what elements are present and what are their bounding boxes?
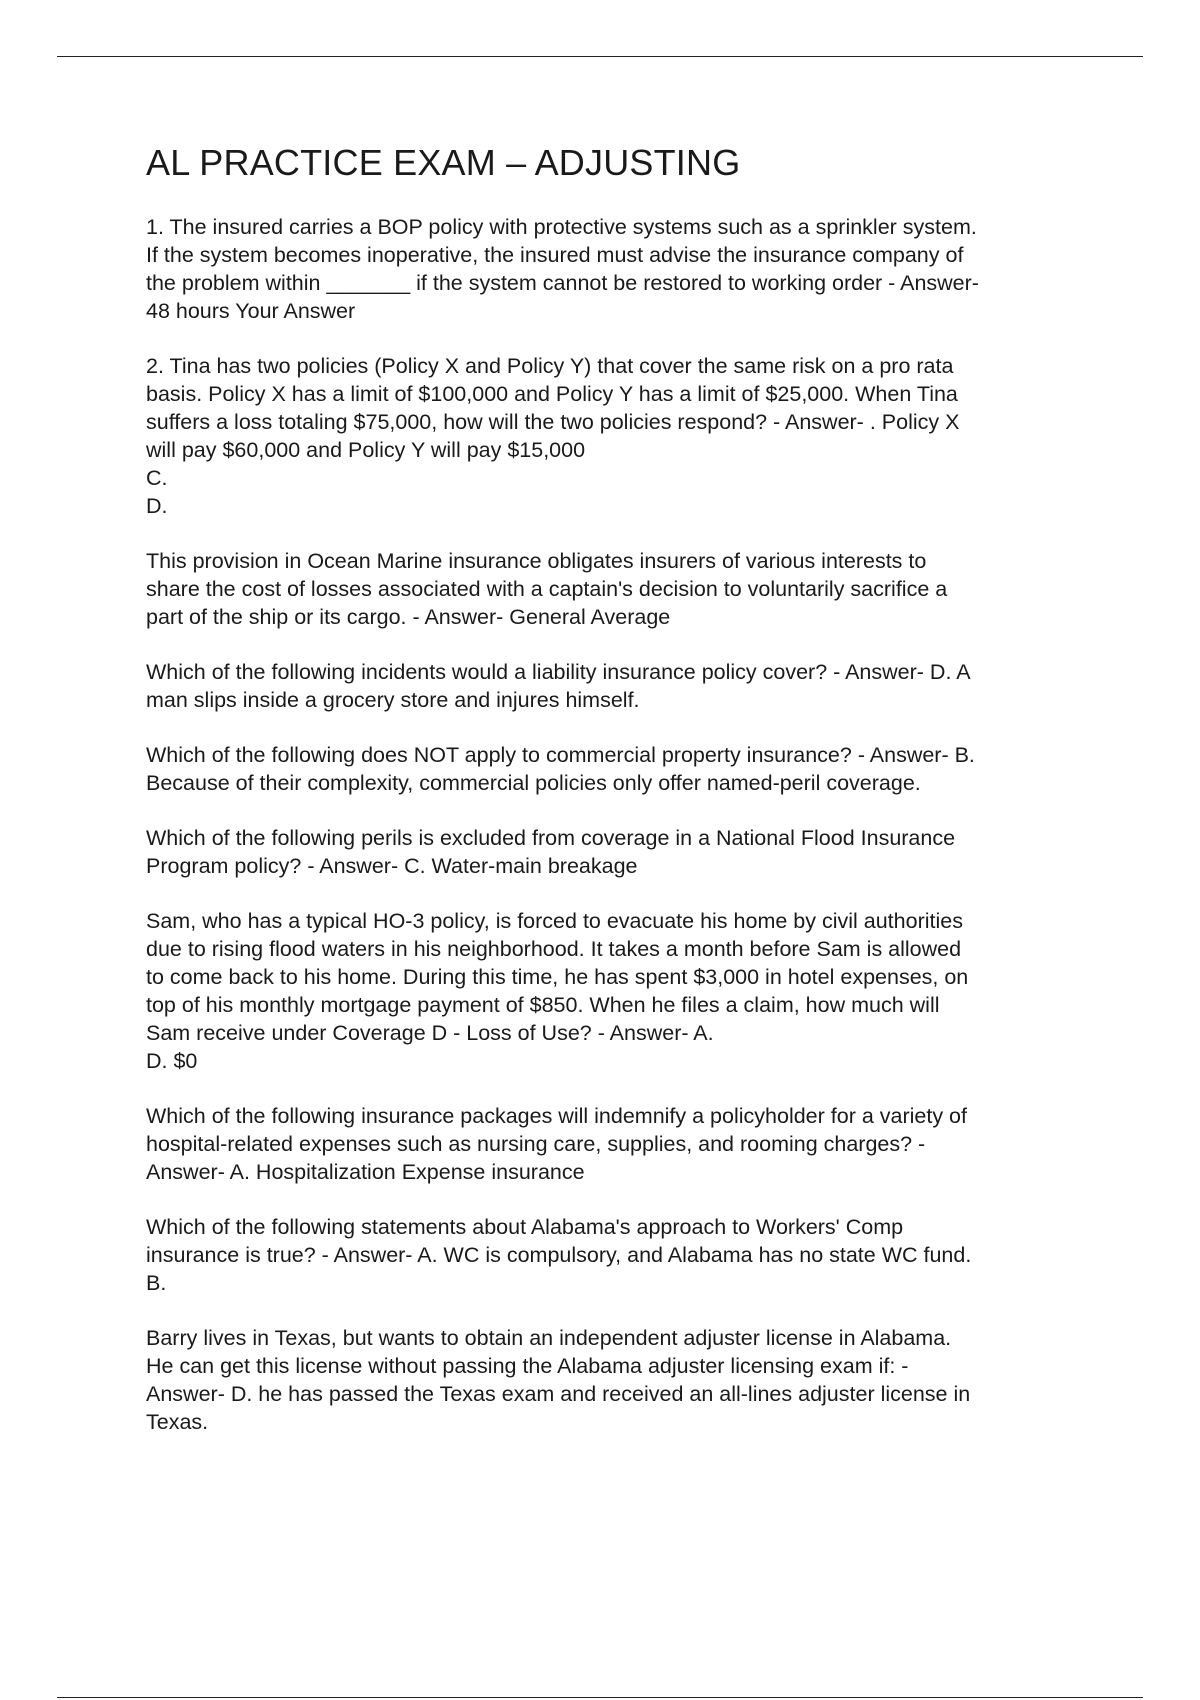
question-item [146,1102,1096,1186]
question-text-line: Which of the following does NOT apply to commercial property insurance? - Answer- B. [146,743,975,767]
question-text-line: Program policy? - Answer- C. Water-main breakage [146,854,638,878]
question-item [146,658,1096,714]
question-text-line: Texas. [146,1410,209,1434]
question-text-line: D. $0 [146,1049,198,1073]
top-divider [57,56,1143,57]
question-text-line: man slips inside a grocery store and injures himself. [146,688,640,712]
page-title: AL PRACTICE EXAM – ADJUSTING [146,142,741,183]
question-text-line: This provision in Ocean Marine insurance obligates insurers of various interests to [146,549,927,573]
question-text-line: suffers a loss totaling $75,000, how will the two policies respond? - Answer- . Policy X [146,410,960,434]
question-text-line: Which of the following incidents would a liability insurance policy cover? - Answer- D. A [146,660,971,684]
question-text-line: B. [146,1271,167,1295]
question-text-line: Sam receive under Coverage D - Loss of Use? - Answer- A. [146,1021,714,1045]
question-text-line: Answer- A. Hospitalization Expense insurance [146,1160,585,1184]
question-text-line: due to rising flood waters in his neighborhood. It takes a month before Sam is allowed [146,937,962,961]
question-item [146,824,1096,880]
question-item [146,352,1096,520]
question-text-line: share the cost of losses associated with a captain's decision to voluntarily sacrifice a [146,577,948,601]
question-text-line: will pay $60,000 and Policy Y will pay $15,000 [146,438,586,462]
question-text-line: part of the ship or its cargo. - Answer- General Average [146,605,671,629]
question-text-line: hospital-related expenses such as nursing care, supplies, and rooming charges? - [146,1132,926,1156]
question-text-line: the problem within _______ if the system cannot be restored to working order - Answer- [146,271,979,295]
question-text-line: 48 hours Your Answer [146,299,356,323]
question-text-line: Which of the following perils is excluded from coverage in a National Flood Insurance [146,826,956,850]
question-text-line: insurance is true? - Answer- A. WC is compulsory, and Alabama has no state WC fund. [146,1243,972,1267]
question-item [146,907,1096,1075]
question-text-line: Because of their complexity, commercial policies only offer named-peril coverage. [146,771,921,795]
bottom-divider [57,1697,1143,1698]
question-text-line: to come back to his home. During this time, he has spent $3,000 in hotel expenses, on [146,965,969,989]
question-text-line: 2. Tina has two policies (Policy X and Policy Y) that cover the same risk on a pro rata [146,354,954,378]
question-item [146,1213,1096,1297]
question-text-line: Sam, who has a typical HO-3 policy, is forced to evacuate his home by civil authorities [146,909,963,933]
question-text-line: D. [146,494,168,518]
question-text-line: 1. The insured carries a BOP policy with protective systems such as a sprinkler system. [146,215,977,239]
question-text-line: Which of the following statements about Alabama's approach to Workers' Comp [146,1215,904,1239]
question-text-line: Barry lives in Texas, but wants to obtain an independent adjuster license in Alabama. [146,1326,952,1350]
question-text-line: Answer- D. he has passed the Texas exam and received an all-lines adjuster license in [146,1382,971,1406]
question-text-line: If the system becomes inoperative, the insured must advise the insurance company of [146,243,964,267]
question-list [146,213,1096,1463]
question-item [146,1324,1096,1436]
question-item [146,741,1096,797]
question-text-line: Which of the following insurance packages will indemnify a policyholder for a variety of [146,1104,967,1128]
question-text-line: He can get this license without passing the Alabama adjuster licensing exam if: - [146,1354,909,1378]
question-item [146,547,1096,631]
question-text-line: top of his monthly mortgage payment of $850. When he files a claim, how much will [146,993,940,1017]
question-item [146,213,1096,325]
question-text-line: basis. Policy X has a limit of $100,000 and Policy Y has a limit of $25,000. When Tina [146,382,958,406]
question-text-line: C. [146,466,168,490]
